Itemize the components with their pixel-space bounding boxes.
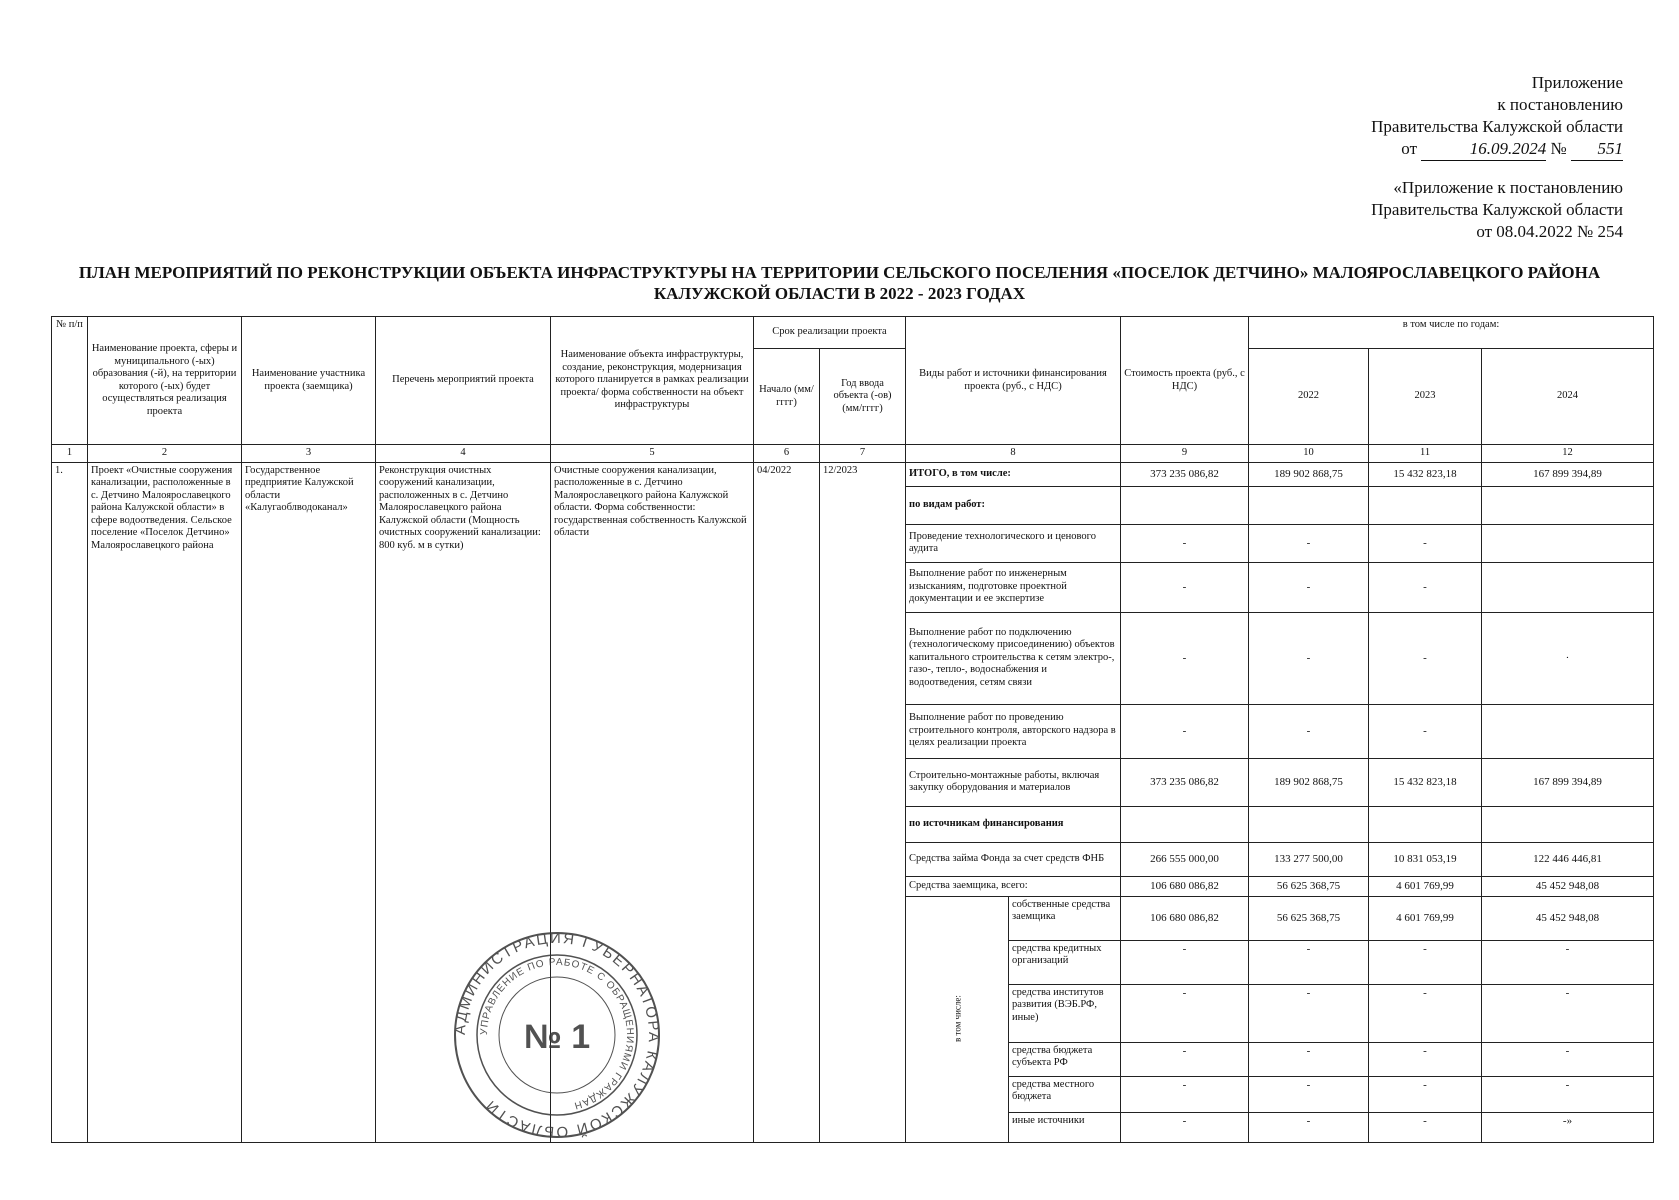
line-2022: - [1249, 704, 1369, 758]
line-2024: 45 452 948,08 [1482, 876, 1654, 896]
resolution-date: 16.09.2024 [1421, 138, 1546, 161]
subline-label: средства местного бюджета [1009, 1076, 1121, 1112]
line-cost [1121, 806, 1249, 842]
subline-cost: - [1121, 940, 1249, 984]
subline-2022: 56 625 368,75 [1249, 896, 1369, 940]
line-2024: 122 446 446,81 [1482, 842, 1654, 876]
line-2023: 4 601 769,99 [1369, 876, 1482, 896]
line-2024: 167 899 394,89 [1482, 462, 1654, 486]
col-number: 9 [1121, 445, 1249, 463]
line-2023: 15 432 823,18 [1369, 462, 1482, 486]
header-2023: 2023 [1369, 349, 1482, 445]
line-cost: 106 680 086,82 [1121, 876, 1249, 896]
number-label: № [1550, 139, 1567, 158]
col-number: 12 [1482, 445, 1654, 463]
subline-cost: - [1121, 1112, 1249, 1142]
col-number: 7 [820, 445, 906, 463]
seal-outer-text: АДМИНИСТРАЦИЯ ГУБЕРНАТОРА КАЛУЖСКОЙ ОБЛАСТИ [452, 930, 662, 1140]
subline-2024: - [1482, 984, 1654, 1042]
subline-cost: - [1121, 1042, 1249, 1076]
line-cost: 373 235 086,82 [1121, 758, 1249, 806]
line-2023: - [1369, 612, 1482, 704]
seal-number: № 1 [523, 1018, 591, 1056]
subline-2022: - [1249, 940, 1369, 984]
col-number: 8 [906, 445, 1121, 463]
from-label: от [1401, 139, 1418, 158]
col-number: 11 [1369, 445, 1482, 463]
col-number: 10 [1249, 445, 1369, 463]
header-works: Виды работ и источники финансирования проекта (руб., с НДС) [906, 317, 1121, 445]
line-2024 [1482, 486, 1654, 524]
subline-2022: - [1249, 984, 1369, 1042]
line-label: Средства заемщика, всего: [906, 876, 1121, 896]
subline-2024: 45 452 948,08 [1482, 896, 1654, 940]
line-2023: 10 831 053,19 [1369, 842, 1482, 876]
line-label: Средства займа Фонда за счет средств ФНБ [906, 842, 1121, 876]
header-measures: Перечень мероприятий проекта [376, 317, 551, 445]
line-2022 [1249, 806, 1369, 842]
row-end: 12/2023 [820, 462, 906, 1143]
line-2024: 167 899 394,89 [1482, 758, 1654, 806]
row-start: 04/2022 [754, 462, 820, 1143]
subline-2023: - [1369, 1042, 1482, 1076]
subline-2024: -» [1482, 1112, 1654, 1142]
line-label: по источникам финансирования [906, 806, 1121, 842]
line-2022: 189 902 868,75 [1249, 462, 1369, 486]
subline-cost: 106 680 086,82 [1121, 896, 1249, 940]
line-2023: - [1369, 524, 1482, 562]
line-2022 [1249, 486, 1369, 524]
line-label: Строительно-монтажные работы, включая закупку оборудования и материалов [906, 758, 1121, 806]
line-2022: 133 277 500,00 [1249, 842, 1369, 876]
line-cost: - [1121, 704, 1249, 758]
header-project: Наименование проекта, сферы и муниципального (-ых) образования (-й), на территории которого (-ых) будет осуществляться реализация проекта [88, 317, 242, 445]
col-number: 6 [754, 445, 820, 463]
seal-inner-text: УПРАВЛЕНИЕ ПО РАБОТЕ С ОБРАЩЕНИЯМИ ГРАЖДАН [478, 956, 636, 1111]
subline-cost: - [1121, 984, 1249, 1042]
plan-table [51, 316, 1654, 1143]
subline-2023: - [1369, 1076, 1482, 1112]
col-number: 3 [242, 445, 376, 463]
header-participant: Наименование участника проекта (заемщика) [242, 317, 376, 445]
subline-label: иные источники [1009, 1112, 1121, 1142]
header-end: Год ввода объекта (-ов) (мм/гггг) [820, 349, 906, 445]
header-object: Наименование объекта инфраструктуры, создание, реконструкция, модернизация которого планируется в рамках реализации проекта/ форма собственности на объект инфраструктуры [551, 317, 754, 445]
table-row [52, 462, 1654, 486]
line-label: Выполнение работ по инженерным изысканиям, подготовке проектной документации и ее экспертизе [906, 562, 1121, 612]
header-2024: 2024 [1482, 349, 1654, 445]
col-number: 4 [376, 445, 551, 463]
col-number: 5 [551, 445, 754, 463]
subline-2023: 4 601 769,99 [1369, 896, 1482, 940]
header-term: Срок реализации проекта [754, 317, 906, 349]
line-cost: - [1121, 524, 1249, 562]
line-2022: - [1249, 612, 1369, 704]
line-2023: 15 432 823,18 [1369, 758, 1482, 806]
subline-2022: - [1249, 1042, 1369, 1076]
line-2023 [1369, 486, 1482, 524]
row-project: Проект «Очистные сооружения канализации, расположенные в с. Детчино Малоярославецкого района Калужской области» в сфере водоотведения. Сельское поселение «Поселок Детчино» Малоярославецкого района [88, 462, 242, 1143]
to-resolution-label: к постановлению [1497, 95, 1623, 114]
subline-label: средства институтов развития (ВЭБ.РФ, иные) [1009, 984, 1121, 1042]
document-title: ПЛАН МЕРОПРИЯТИЙ ПО РЕКОНСТРУКЦИИ ОБЪЕКТА ИНФРАСТРУКТУРЫ НА ТЕРРИТОРИИ СЕЛЬСКОГО ПОСЕЛЕНИЯ «ПОСЕЛОК ДЕТЧИНО» МАЛОЯРОСЛАВЕЦКОГО РАЙОНА КАЛУЖСКОЙ ОБЛАСТИ В 2022 - 2023 ГОДАХ [78, 263, 1601, 303]
line-label: Выполнение работ по проведению строительного контроля, авторского надзора в целях реализации проекта [906, 704, 1121, 758]
subline-2024: - [1482, 940, 1654, 984]
line-2023: - [1369, 704, 1482, 758]
line-2022: - [1249, 524, 1369, 562]
line-label: Выполнение работ по подключению (технологическому присоединению) объектов капитального строительства к сетям электро-, газо-, тепло-, водоснабжения и водоотведения, сетям связи [906, 612, 1121, 704]
subline-2023: - [1369, 940, 1482, 984]
line-2024 [1482, 806, 1654, 842]
line-cost [1121, 486, 1249, 524]
line-cost: 373 235 086,82 [1121, 462, 1249, 486]
appendix-header [1371, 72, 1623, 161]
subline-2023: - [1369, 984, 1482, 1042]
subline-2022: - [1249, 1112, 1369, 1142]
line-2022: 56 625 368,75 [1249, 876, 1369, 896]
row-measures: Реконструкция очистных сооружений канализации, расположенных в с. Детчино Малоярославецкого района Калужской области (Мощность очистных сооружений канализации: 800 куб. м в сутки) [376, 462, 551, 1143]
subline-2024: - [1482, 1042, 1654, 1076]
prev-resolution-ref: от 08.04.2022 № 254 [1476, 222, 1623, 241]
appendix-label: Приложение [1531, 73, 1623, 92]
prev-appendix-label: «Приложение к постановлению [1393, 178, 1623, 197]
line-2024 [1482, 524, 1654, 562]
header-cost: Стоимость проекта (руб., с НДС) [1121, 317, 1249, 445]
line-2024: · [1482, 612, 1654, 704]
resolution-ref [1371, 138, 1623, 161]
line-cost: - [1121, 612, 1249, 704]
line-2024 [1482, 704, 1654, 758]
subline-label: средства бюджета субъекта РФ [1009, 1042, 1121, 1076]
line-label: ИТОГО, в том числе: [906, 462, 1121, 486]
line-2022: 189 902 868,75 [1249, 758, 1369, 806]
subline-label: собственные средства заемщика [1009, 896, 1121, 940]
col-number: 1 [52, 445, 88, 463]
resolution-number: 551 [1571, 138, 1623, 161]
subline-cost: - [1121, 1076, 1249, 1112]
line-cost: 266 555 000,00 [1121, 842, 1249, 876]
subline-2022: - [1249, 1076, 1369, 1112]
line-cost: - [1121, 562, 1249, 612]
plan-table-wrapper [51, 316, 1653, 1143]
line-2024 [1482, 562, 1654, 612]
row-participant: Государственное предприятие Калужской области «Калугаоблводоканал» [242, 462, 376, 1143]
line-2022: - [1249, 562, 1369, 612]
subline-2023: - [1369, 1112, 1482, 1142]
including-label: в том числе: [906, 896, 1009, 1142]
line-2023: - [1369, 562, 1482, 612]
row-object: Очистные сооружения канализации, расположенные в с. Детчино Малоярославецкого района Калужской области. Форма собственности: государственная собственность Калужской области [551, 462, 754, 1143]
col-number: 2 [88, 445, 242, 463]
header-num: № п/п [52, 317, 88, 445]
official-seal-stamp [452, 930, 662, 1140]
previous-appendix-header [1371, 177, 1623, 243]
prev-government-label: Правительства Калужской области [1371, 200, 1623, 219]
line-label: по видам работ: [906, 486, 1121, 524]
header-start: Начало (мм/гггг) [754, 349, 820, 445]
government-label: Правительства Калужской области [1371, 117, 1623, 136]
line-2023 [1369, 806, 1482, 842]
line-label: Проведение технологического и ценового аудита [906, 524, 1121, 562]
subline-2024: - [1482, 1076, 1654, 1112]
header-2022: 2022 [1249, 349, 1369, 445]
row-num: 1. [52, 462, 88, 1143]
header-by-years: в том числе по годам: [1249, 317, 1654, 349]
subline-label: средства кредитных организаций [1009, 940, 1121, 984]
